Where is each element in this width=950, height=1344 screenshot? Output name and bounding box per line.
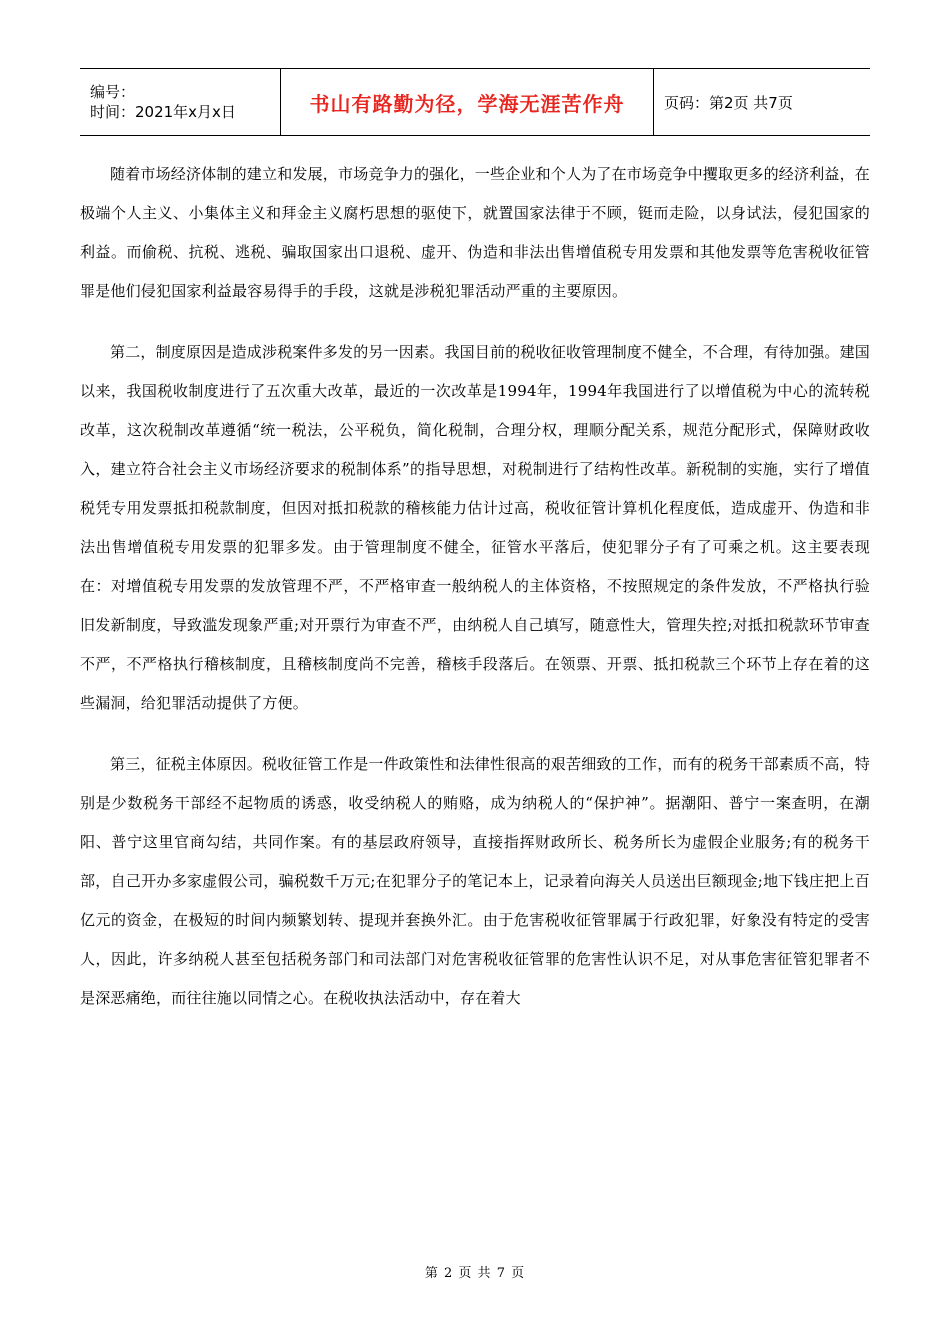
paragraph: 第三，征税主体原因。税收征管工作是一件政策性和法律性很高的艰苦细致的工作，而有的税务干部素质不高，特别是少数税务干部经不起物质的诱惑，收受纳税人的贿赂，成为纳税人的“保护神”。据潮阳、普宁一案查明，在潮阳、普宁这里官商勾结，共同作案。有的基层政府领导，直接指挥财政所长、税务所长为虚假企业服务;有的税务干部，自己开办多家虚假公司，骗税数千万元;在犯罪分子的笔记本上，记录着向海关人员送出巨额现金;地下钱庄把上百亿元的资金，在极短的时间内频繁划转、提现并套换外汇。由于危害税收征管罪属于行政犯罪，好象没有特定的受害人，因此，许多纳税人甚至包括税务部门和司法部门对危害税收征管罪的危害性认识不足，对从事危害征管犯罪者不是深恶痛绝，而往往施以同情之心。在税收执法活动中，存在着大: [80, 755, 871, 1007]
motto-text: 书山有路勤为径，学海无涯苦作舟: [309, 91, 625, 116]
page-label: 页码：第2页 共7页: [664, 93, 793, 112]
paragraph: 随着市场经济体制的建立和发展，市场竞争力的强化，一些企业和个人为了在市场竞争中攫取更多的经济利益，在极端个人主义、小集体主义和拜金主义腐朽思想的驱使下，就置国家法律于不顾，铤而走险，以身试法，侵犯国家的利益。而偷税、抗税、逃税、骗取国家出口退税、虚开、伪造和非法出售增值税专用发票和其他发票等危害税收征管罪是他们侵犯国家利益最容易得手的手段，这就是涉税犯罪活动严重的主要原因。: [80, 165, 871, 300]
date-label: 时间：2021年x月x日: [90, 103, 236, 121]
header-page-cell: [654, 69, 870, 135]
paragraph: 第二，制度原因是造成涉税案件多发的另一因素。我国目前的税收征收管理制度不健全，不合理，有待加强。建国以来，我国税收制度进行了五次重大改革，最近的一次改革是1994年，1994年我国进行了以增值税为中心的流转税改革，这次税制改革遵循“统一税法，公平税负，简化税制，合理分权，理顺分配关系，规范分配形式，保障财政收入，建立符合社会主义市场经济要求的税制体系”的指导思想，对税制进行了结构性改革。新税制的实施，实行了增值税凭专用发票抵扣税款制度，但因对抵扣税款的稽核能力估计过高，税收征管计算机化程度低，造成虚开、伪造和非法出售增值税专用发票的犯罪多发。由于管理制度不健全，征管水平落后，使犯罪分子有了可乘之机。这主要表现在：对增值税专用发票的发放管理不严，不严格审查一般纳税人的主体资格，不按照规定的条件发放，不严格执行验旧发新制度，导致滥发现象严重;对开票行为审查不严，由纳税人自己填写，随意性大，管理失控;对抵扣税款环节审查不严，不严格执行稽核制度，且稽核制度尚不完善，稽核手段落后。在领票、开票、抵扣税款三个环节上存在着的这些漏洞，给犯罪活动提供了方便。: [80, 343, 871, 712]
page-footer: 第 2 页 共 7 页: [424, 1266, 526, 1281]
document-header: [80, 68, 870, 136]
header-meta: [80, 69, 280, 135]
number-label: 编号：: [90, 83, 136, 101]
document-body: [80, 155, 870, 1018]
header-motto-cell: [280, 69, 654, 135]
